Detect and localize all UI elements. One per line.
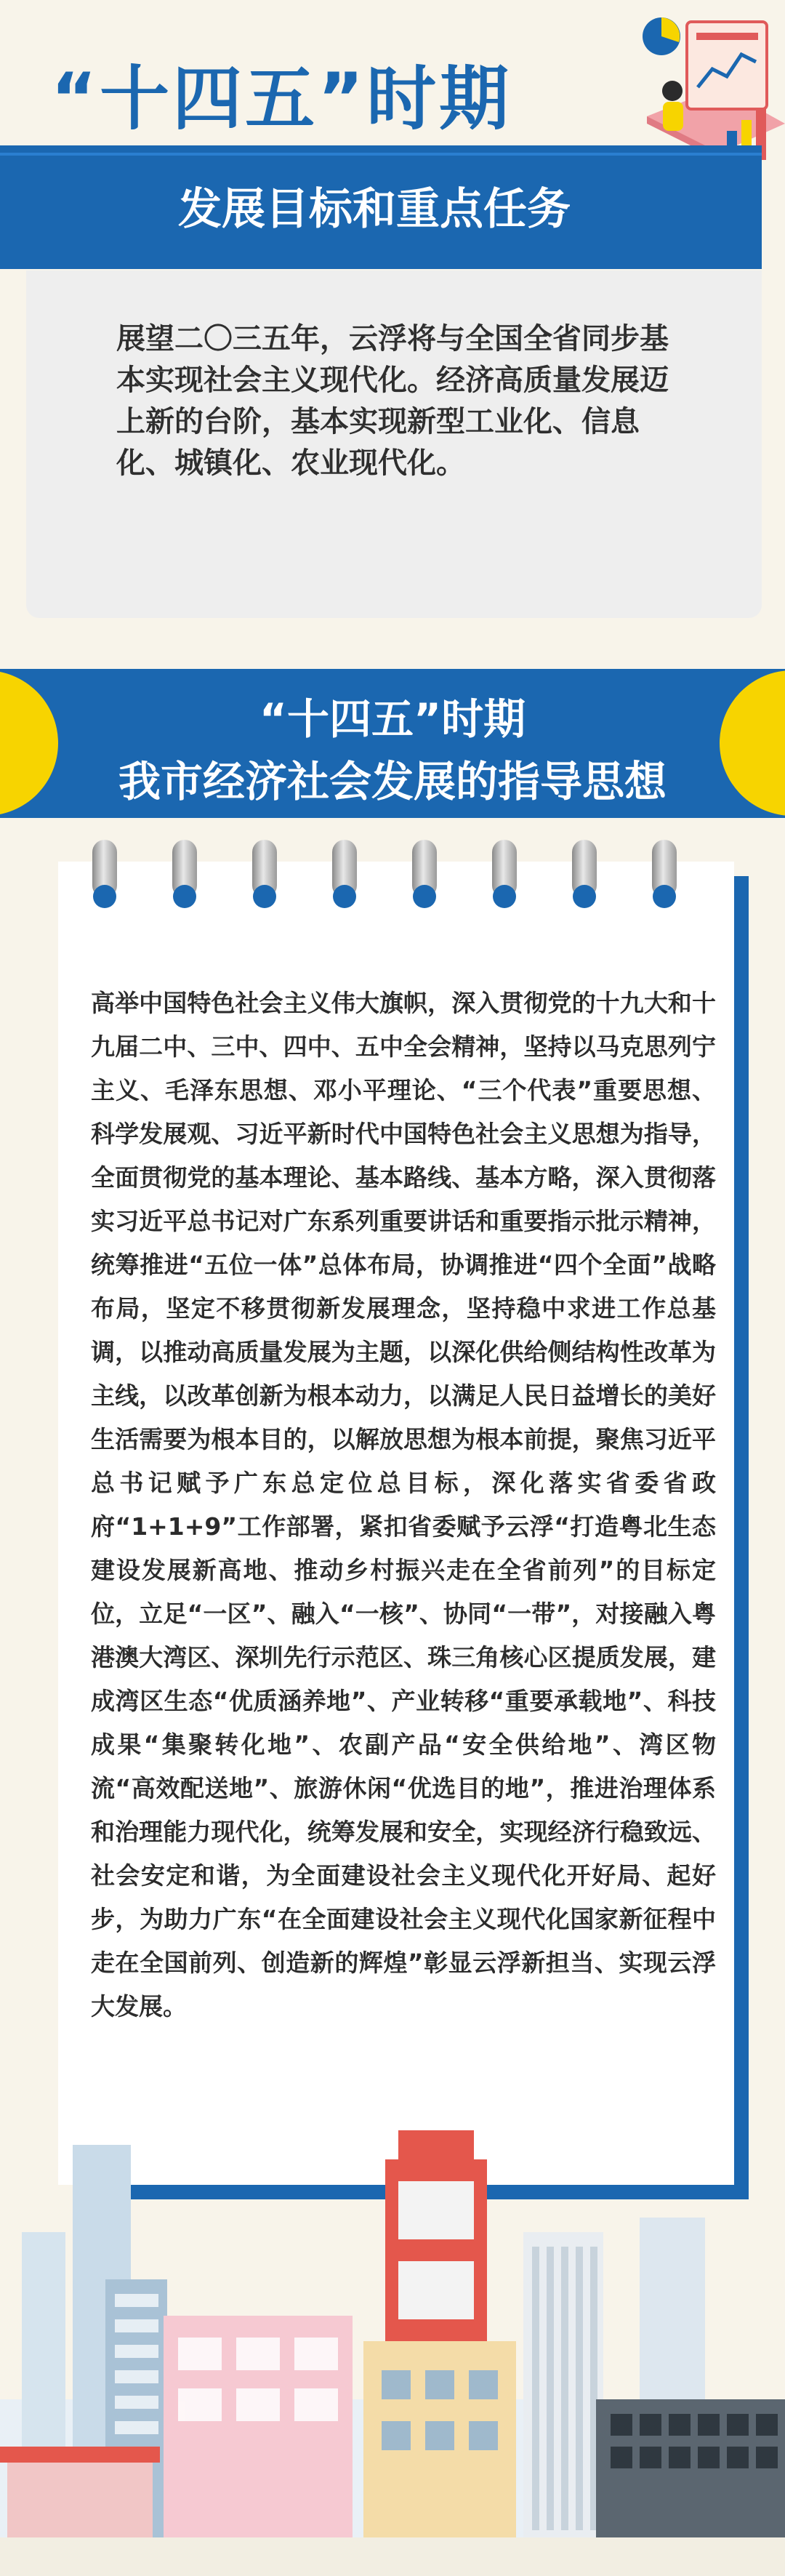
binder-ring [332, 840, 357, 912]
page-title: “十四五”时期 [51, 58, 512, 140]
section-title-line2: 我市经济社会发展的指导思想 [118, 757, 667, 806]
page-subtitle: 发展目标和重点任务 [178, 184, 571, 235]
binder-ring [572, 840, 597, 912]
binder-ring [172, 840, 197, 912]
section-title-line1: “十四五”时期 [259, 694, 526, 744]
binder-ring [492, 840, 517, 912]
notebook-rings [58, 840, 734, 912]
intro-paragraph: 展望二〇三五年，云浮将与全国全省同步基本实现社会主义现代化。经济高质量发展迈上新的台阶，基本实现新型工业化、信息化、城镇化、农业现代化。 [116, 322, 669, 480]
city-skyline-illustration [0, 2123, 785, 2576]
binder-ring [412, 840, 437, 912]
binder-ring [652, 840, 677, 912]
binder-ring [252, 840, 277, 912]
guiding-ideology-paragraph: 高举中国特色社会主义伟大旗帜，深入贯彻党的十九大和十九届二中、三中、四中、五中全会精神，坚持以马克思列宁主义、毛泽东思想、邓小平理论、“三个代表”重要思想、科学发展观、习近平新时代中国特色社会主义思想为指导，全面贯彻党的基本理论、基本路线、基本方略，深入贯彻落实习近平总书记对广东系列重要讲话和重要指示批示精神，统筹推进“五位一体”总体布局，协调推进“四个全面”战略布局，坚定不移贯彻新发展理念，坚持稳中求进工作总基调，以推动高质量发展为主题，以深化供给侧结构性改革为主线，以改革创新为根本动力，以满足人民日益增长的美好生活需要为根本目的，以解放思想为根本前提，聚焦习近平总书记赋予广东总定位总目标，深化落实省委省政府“1+1+9”工作部署，紧扣省委赋予云浮“打造粤北生态建设发展新高地、推动乡村振兴走在全省前列”的目标定位，立足“一区”、融入“一核”、协同“一带”，对接融入粤港澳大湾区、深圳先行示范区、珠三角核心区提质发展，建成湾区生态“优质涵养地”、产业转移“重要承载地”、科技成果“集聚转化地”、农副产品“安全供给地”、湾区物流“高效配送地”、旅游休闲“优选目的地”，推进治理体系和治理能力现代化，统筹发展和安全，实现经济行稳致远、社会安定和谐，为全面建设社会主义现代化开好局、起好步，为助力广东“在全面建设社会主义现代化国家新征程中走在全国前列、创造新的辉煌”彰显云浮新担当、实现云浮大发展。 [91, 989, 716, 2021]
binder-ring [92, 840, 117, 912]
